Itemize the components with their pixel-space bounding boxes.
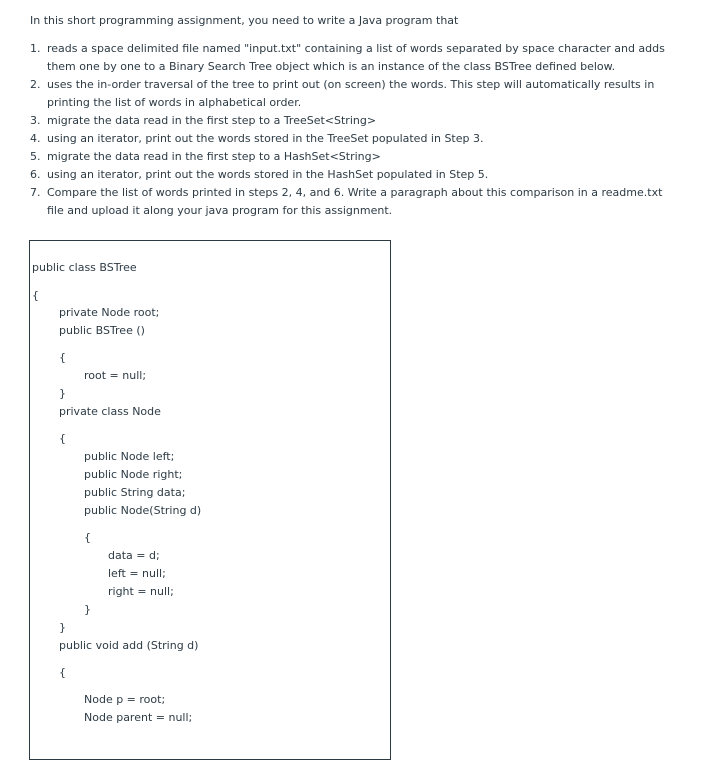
- code-line: public class BSTree: [32, 261, 137, 274]
- code-line: {: [59, 666, 66, 679]
- step-text: using an iterator, print out the words stored in the TreeSet populated in Step 3.: [47, 132, 484, 145]
- code-line: }: [59, 387, 66, 400]
- code-line: {: [59, 432, 66, 445]
- code-line: {: [84, 531, 91, 544]
- assignment-intro: In this short programming assignment, you need to write a Java program that: [30, 14, 459, 27]
- steps-list: [0, 40, 716, 220]
- step-number: 7.: [30, 186, 41, 199]
- code-line: public Node right;: [84, 468, 183, 481]
- step-text: uses the in-order traversal of the tree to print out (on screen) the words. This step will automatically results in printing the list of words in alphabetical order.: [47, 78, 655, 109]
- step-item: [0, 184, 716, 220]
- code-line: Node parent = null;: [84, 711, 193, 724]
- code-line: {: [32, 289, 39, 302]
- code-line: public Node left;: [84, 450, 175, 463]
- code-line: right = null;: [108, 585, 174, 598]
- step-item: [0, 112, 716, 130]
- code-listing: [29, 240, 391, 760]
- step-text: migrate the data read in the first step to a TreeSet<String>: [47, 114, 377, 127]
- code-line: left = null;: [108, 567, 166, 580]
- code-line: root = null;: [84, 369, 147, 382]
- code-line: public Node(String d): [84, 504, 202, 517]
- step-number: 3.: [30, 114, 41, 127]
- code-line: {: [59, 351, 66, 364]
- step-item: [0, 76, 716, 112]
- step-item: [0, 166, 716, 184]
- step-number: 2.: [30, 78, 41, 91]
- code-line: public String data;: [84, 486, 186, 499]
- step-number: 1.: [30, 42, 41, 55]
- step-number: 4.: [30, 132, 41, 145]
- code-line: public void add (String d): [59, 639, 199, 652]
- code-line: private Node root;: [59, 306, 160, 319]
- code-line: Node p = root;: [84, 693, 166, 706]
- step-text: Compare the list of words printed in steps 2, 4, and 6. Write a paragraph about this comparison in a readme.txt file and upload it along your java program for this assignment.: [47, 186, 663, 217]
- step-text: using an iterator, print out the words stored in the HashSet populated in Step 5.: [47, 168, 489, 181]
- code-line: }: [59, 621, 66, 634]
- step-number: 5.: [30, 150, 41, 163]
- step-item: [0, 148, 716, 166]
- step-number: 6.: [30, 168, 41, 181]
- step-text: reads a space delimited file named "input.txt" containing a list of words separated by space character and adds them one by one to a Binary Search Tree object which is an instance of the class BSTree defined below.: [47, 42, 665, 73]
- step-text: migrate the data read in the first step to a HashSet<String>: [47, 150, 381, 163]
- code-line: }: [84, 603, 91, 616]
- step-item: [0, 40, 716, 76]
- step-item: [0, 130, 716, 148]
- code-line: private class Node: [59, 405, 161, 418]
- code-line: data = d;: [108, 549, 160, 562]
- code-line: public BSTree (): [59, 324, 145, 337]
